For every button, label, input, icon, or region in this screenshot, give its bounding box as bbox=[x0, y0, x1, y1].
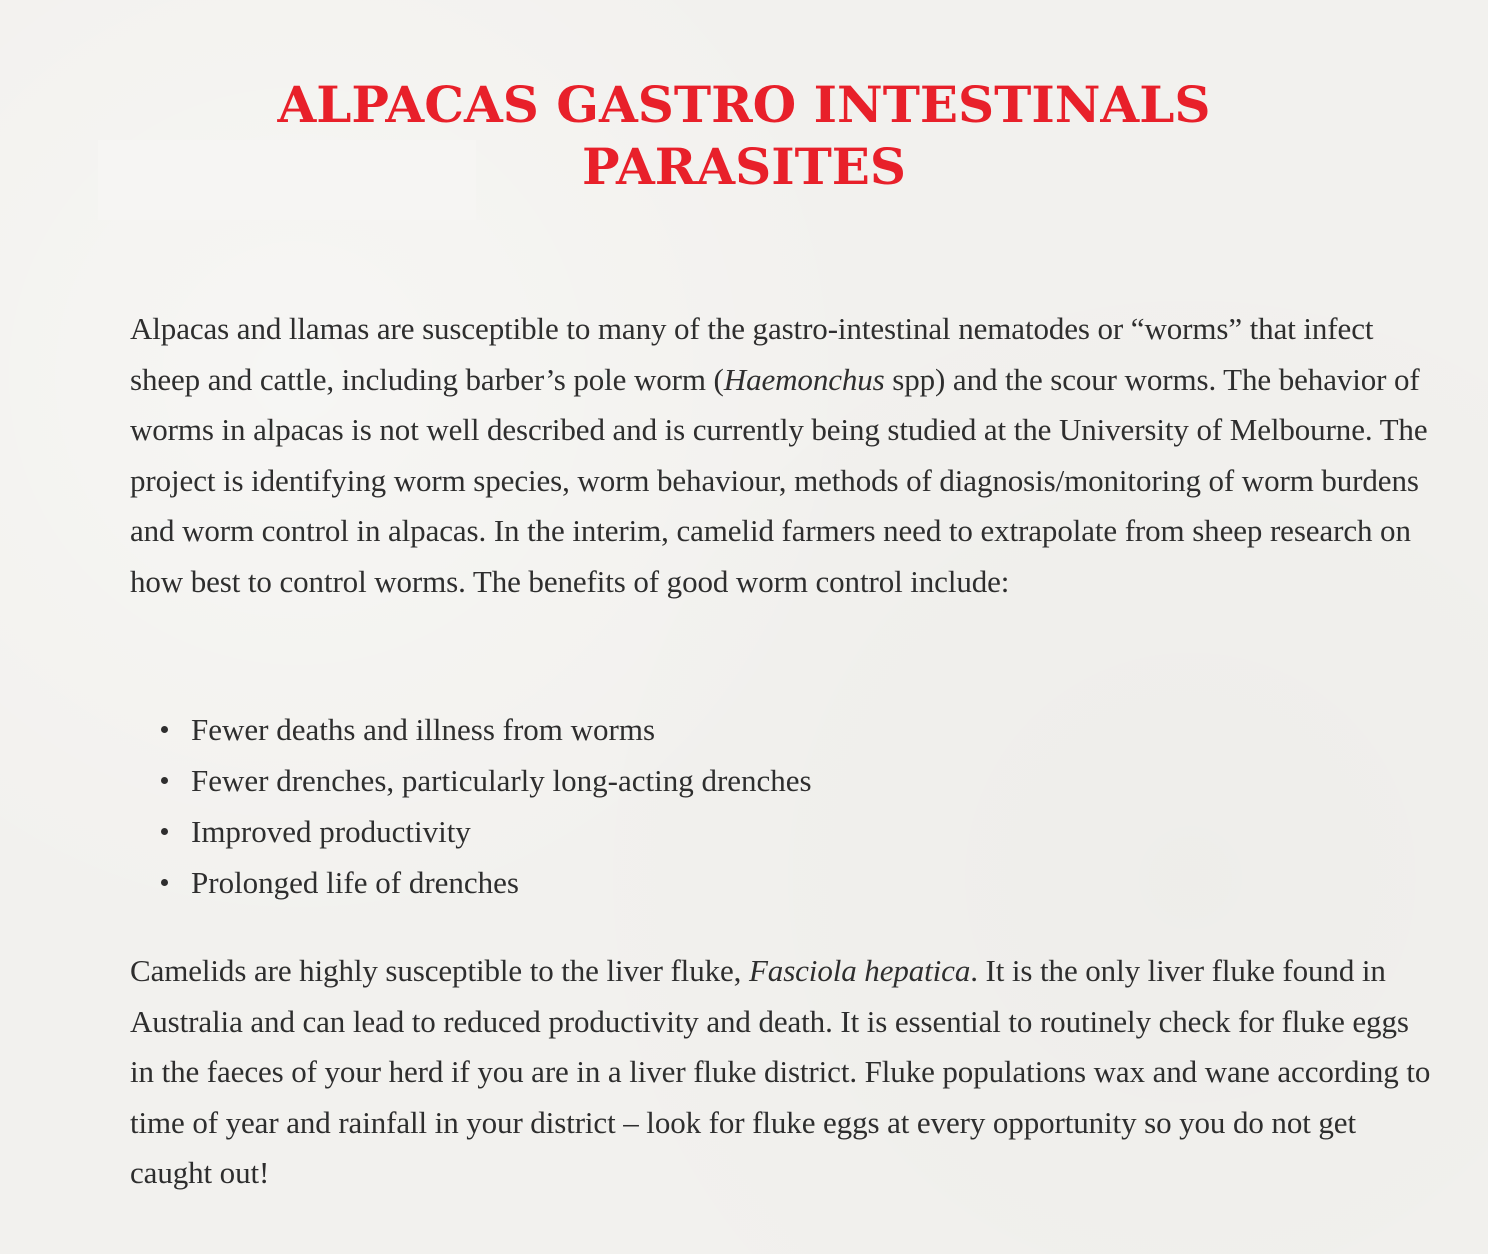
bullet-icon bbox=[161, 726, 168, 733]
bullet-icon bbox=[161, 879, 168, 886]
liver-fluke-paragraph bbox=[130, 946, 1440, 1199]
list-item bbox=[130, 806, 812, 857]
title-line-2: PARASITES bbox=[581, 137, 907, 196]
page-title bbox=[0, 74, 1488, 198]
species-name-fasciola: Fasciola hepatica bbox=[748, 953, 971, 988]
intro-paragraph bbox=[130, 304, 1440, 607]
fluke-text-end: . It is the only liver fluke found in Australia and can lead to reduced productivity and death. It is essential to routinely check for fluke eggs in the faeces of your herd if you are in a liver fluke district. Fluke populations wax and wane according to time of year and rainfall in your district – look for fluke eggs at every opportunity so you do not get caught out! bbox=[130, 953, 1431, 1190]
benefits-list bbox=[130, 704, 812, 908]
list-item-text: Improved productivity bbox=[191, 814, 471, 849]
intro-text-start: Alpacas and llamas are susceptible to many of the gastro-intestinal nematodes or “worms” that infect sheep and cattle, including barber’s pole worm ( bbox=[130, 311, 1374, 397]
list-item-text: Fewer deaths and illness from worms bbox=[191, 712, 656, 747]
intro-text-end: spp) and the scour worms. The behavior of worms in alpacas is not well described and is currently being studied at the University of Melbourne. The project is identifying worm species, worm behaviour, methods of diagnosis/monitoring of worm burdens and worm control in alpacas. In the interim, camelid farmers need to extrapolate from sheep research on how best to control worms. The benefits of good worm control include: bbox=[130, 361, 1428, 599]
list-item-text: Fewer drenches, particularly long-acting drenches bbox=[191, 763, 812, 798]
bullet-icon bbox=[161, 777, 168, 784]
list-item-text: Prolonged life of drenches bbox=[191, 865, 519, 900]
list-item bbox=[130, 755, 812, 806]
fluke-text-start: Camelids are highly susceptible to the liver fluke, bbox=[130, 953, 749, 988]
list-item bbox=[130, 704, 812, 755]
list-item bbox=[130, 857, 812, 908]
article-body bbox=[130, 304, 1440, 1190]
bullet-icon bbox=[161, 828, 168, 835]
species-name-haemonchus: Haemonchus bbox=[723, 361, 885, 397]
title-line-1: ALPACAS GASTRO INTESTINALS bbox=[277, 75, 1211, 134]
